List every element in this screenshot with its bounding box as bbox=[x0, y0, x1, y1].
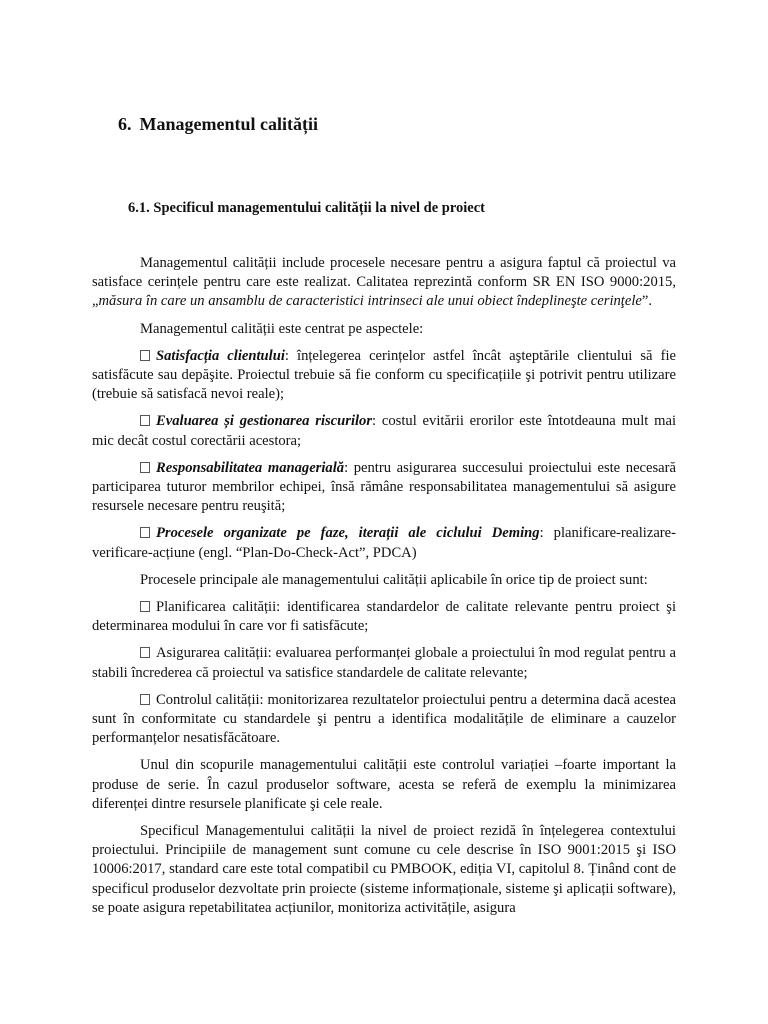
aspect-text: : pentru asigurarea succesului proiectului este necesară participarea tuturor membrilor echipei, însă rămâne responsabilitatea managementului să asigure resursele necesare pentru reuşită; bbox=[92, 459, 676, 515]
intro-quote-end: ”. bbox=[641, 293, 652, 310]
aspect-item bbox=[92, 412, 676, 450]
intro-text: Managementul calității include procesele necesare pentru a asigura faptul că proiectul va satisface cerințele pentru care este realizat. Calitatea reprezintă conform SR EN ISO 9000:2015,„ bbox=[92, 255, 676, 310]
process-text: Planificarea calității: identificarea standardelor de calitate relevante pentru proiect şi determinarea modului în care vor fi satisfăcute; bbox=[92, 599, 676, 635]
document-body bbox=[92, 254, 676, 926]
intro-quote: măsura în care un ansamblu de caracteristici intrinseci ale unui obiect îndeplineşte cerinţele bbox=[98, 293, 642, 310]
aspect-text: : costul evitării erorilor este întotdeauna mult mai mic decât costul corectării acestora; bbox=[92, 413, 676, 449]
process-item bbox=[92, 644, 676, 682]
checkbox-bullet-icon bbox=[140, 601, 150, 612]
intro-paragraph bbox=[92, 254, 676, 312]
section-heading: 6.1. Specificul managementului calității la nivel de proiect bbox=[128, 200, 485, 216]
chapter-number: 6. bbox=[118, 114, 132, 134]
checkbox-bullet-icon bbox=[140, 694, 150, 705]
variation-paragraph: Unul din scopurile managementului calității este controlul variației –foarte important la produse de serie. În cazul produselor software, acesta se referă de exemplu la minimizarea diferenței dintre resursele planificate şi cele reale. bbox=[92, 757, 676, 812]
specific-paragraph: Specificul Managementului calității la nivel de proiect rezidă în înțelegerea contextului proiectului. Principiile de management sunt comune cu cele descrise în ISO 9001:2015 şi ISO 10006:2017, standard care este total compatibil cu PMBOOK, ediția VI, capitolul 8. Ținând cont de specificul produselor dezvoltate prin proiecte (sisteme informaționale, sisteme şi aplicații software), se poate asigura repetabilitatea acțiunilor, monitoriza activitățile, asigura bbox=[92, 823, 676, 916]
aspect-title: Responsabilitatea managerială bbox=[156, 459, 345, 476]
aspect-title: Evaluarea și gestionarea riscurilor bbox=[156, 413, 373, 430]
chapter-title: Managementul calității bbox=[139, 114, 318, 134]
aspect-item bbox=[92, 524, 676, 562]
process-text: Controlul calității: monitorizarea rezultatelor proiectului pentru a determina dacă acestea sunt în conformitate cu standardele şi pentru a identifica modalitățile de eliminare a cauzelor performanțelor nesatisfăcătoare. bbox=[92, 691, 676, 747]
chapter-heading bbox=[118, 114, 318, 135]
checkbox-bullet-icon bbox=[140, 462, 150, 473]
checkbox-bullet-icon bbox=[140, 350, 150, 361]
aspect-item bbox=[92, 459, 676, 517]
aspect-text: : înțelegerea cerințelor astfel încât aşteptările clientului să fie satisfăcute sau depăşite. Proiectul trebuie să fie conform cu specificațiile şi potrivit pentru utilizare (trebuie să satisfacă nevoi reale); bbox=[92, 347, 676, 403]
checkbox-bullet-icon bbox=[140, 647, 150, 658]
processes-intro-paragraph: Procesele principale ale managementului calității aplicabile în orice tip de proiect sunt: bbox=[140, 571, 648, 588]
process-text: Asigurarea calității: evaluarea performanței globale a proiectului în mod regulat pentru a stabili încrederea că proiectul va satisfice standardele de calitate relevante; bbox=[92, 645, 676, 681]
aspect-text: : planificare-realizare-verificare-acțiune (engl. “Plan-Do-Check-Act”, PDCA) bbox=[92, 525, 676, 561]
aspect-title: Satisfacția clientului bbox=[156, 347, 285, 364]
process-item bbox=[92, 598, 676, 636]
checkbox-bullet-icon bbox=[140, 527, 150, 538]
process-item bbox=[92, 691, 676, 749]
aspects-intro-paragraph: Managementul calității este centrat pe aspectele: bbox=[140, 320, 424, 337]
aspect-title: Procesele organizate pe faze, iterații ale ciclului Deming bbox=[156, 525, 540, 542]
aspect-item bbox=[92, 347, 676, 405]
checkbox-bullet-icon bbox=[140, 415, 150, 426]
